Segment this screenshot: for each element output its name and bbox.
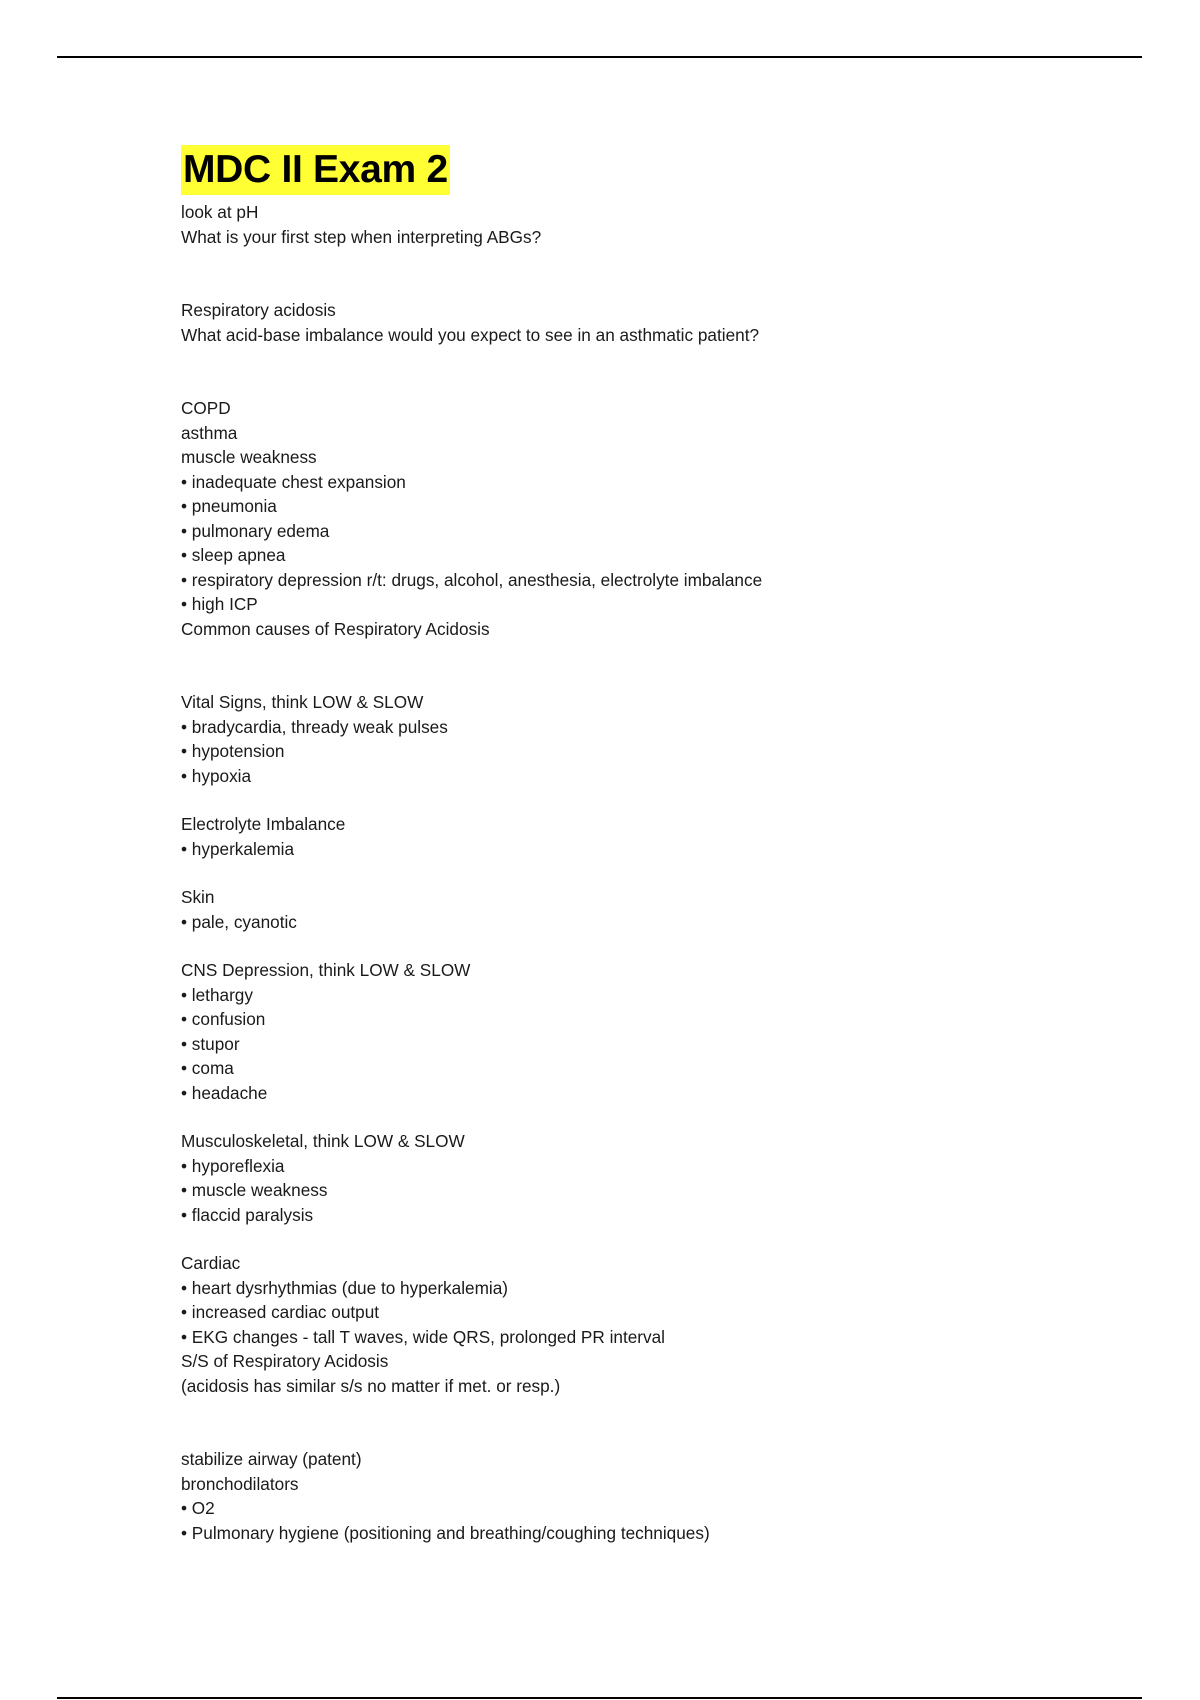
document-title: MDC II Exam 2 bbox=[181, 145, 450, 195]
answer-line: stabilize airway (patent) bbox=[181, 1449, 362, 1469]
bullet-item: • confusion bbox=[181, 1009, 266, 1029]
bullet-item: • heart dysrhythmias (due to hyperkalemia) bbox=[181, 1277, 508, 1298]
qa-block-causes bbox=[181, 396, 1121, 641]
question-line: What is your first step when interpreting ABGs? bbox=[181, 226, 542, 247]
bullet-item: • stupor bbox=[181, 1033, 240, 1054]
bullet-item: • flaccid paralysis bbox=[181, 1204, 314, 1225]
bullet-item: • coma bbox=[181, 1058, 234, 1078]
bullet-item: • pale, cyanotic bbox=[181, 911, 297, 932]
qa-block-signs-symptoms bbox=[181, 690, 1121, 1398]
question-line: Common causes of Respiratory Acidosis bbox=[181, 618, 490, 639]
bullet-item: • EKG changes - tall T waves, wide QRS, prolonged PR interval bbox=[181, 1326, 665, 1347]
qa-block-asthma bbox=[181, 298, 1121, 347]
answer-line: COPD bbox=[181, 398, 231, 418]
answer-line: look at pH bbox=[181, 202, 259, 222]
question-line: S/S of Respiratory Acidosis bbox=[181, 1351, 389, 1371]
answer-line: muscle weakness bbox=[181, 447, 317, 467]
bullet-item: • high ICP bbox=[181, 594, 258, 614]
question-note: (acidosis has similar s/s no matter if met. or resp.) bbox=[181, 1375, 561, 1396]
answer-line: bronchodilators bbox=[181, 1473, 299, 1494]
bullet-item: • hypoxia bbox=[181, 765, 252, 786]
bullet-item: • O2 bbox=[181, 1498, 215, 1518]
bullet-item: • hyperkalemia bbox=[181, 838, 295, 859]
answer-line: Respiratory acidosis bbox=[181, 300, 336, 320]
bullet-item: • increased cardiac output bbox=[181, 1302, 380, 1322]
group-heading: Skin bbox=[181, 887, 215, 907]
group-cardiac bbox=[181, 1251, 1121, 1398]
question-line: What acid-base imbalance would you expect to see in an asthmatic patient? bbox=[181, 324, 760, 345]
bullet-item: • pneumonia bbox=[181, 496, 277, 516]
document-body bbox=[181, 145, 1121, 1545]
qa-block-ph bbox=[181, 200, 1121, 249]
bullet-item: • sleep apnea bbox=[181, 545, 286, 565]
bullet-item: • pulmonary edema bbox=[181, 520, 330, 541]
bullet-item: • hypotension bbox=[181, 741, 285, 761]
bullet-item: • bradycardia, thready weak pulses bbox=[181, 716, 448, 737]
answer-line: asthma bbox=[181, 422, 238, 443]
page-top-rule bbox=[57, 56, 1142, 58]
bullet-item: • lethargy bbox=[181, 984, 253, 1005]
group-heading: Musculoskeletal, think LOW & SLOW bbox=[181, 1131, 465, 1151]
bullet-item: • respiratory depression r/t: drugs, alcohol, anesthesia, electrolyte imbalance bbox=[181, 569, 763, 590]
group-heading: Vital Signs, think LOW & SLOW bbox=[181, 692, 424, 712]
group-heading: CNS Depression, think LOW & SLOW bbox=[181, 960, 471, 980]
bullet-item: • headache bbox=[181, 1082, 268, 1103]
group-electrolyte bbox=[181, 812, 1121, 861]
group-heading: Electrolyte Imbalance bbox=[181, 814, 346, 834]
qa-block-treatment bbox=[181, 1447, 1121, 1545]
group-musculoskeletal bbox=[181, 1129, 1121, 1227]
group-cns bbox=[181, 958, 1121, 1105]
group-vital-signs bbox=[181, 690, 1121, 788]
page-bottom-rule bbox=[57, 1697, 1142, 1699]
bullet-item: • hyporeflexia bbox=[181, 1155, 285, 1176]
group-heading: Cardiac bbox=[181, 1253, 241, 1273]
group-skin bbox=[181, 885, 1121, 934]
bullet-item: • inadequate chest expansion bbox=[181, 471, 406, 492]
bullet-item: • Pulmonary hygiene (positioning and breathing/coughing techniques) bbox=[181, 1522, 710, 1543]
bullet-item: • muscle weakness bbox=[181, 1180, 328, 1200]
